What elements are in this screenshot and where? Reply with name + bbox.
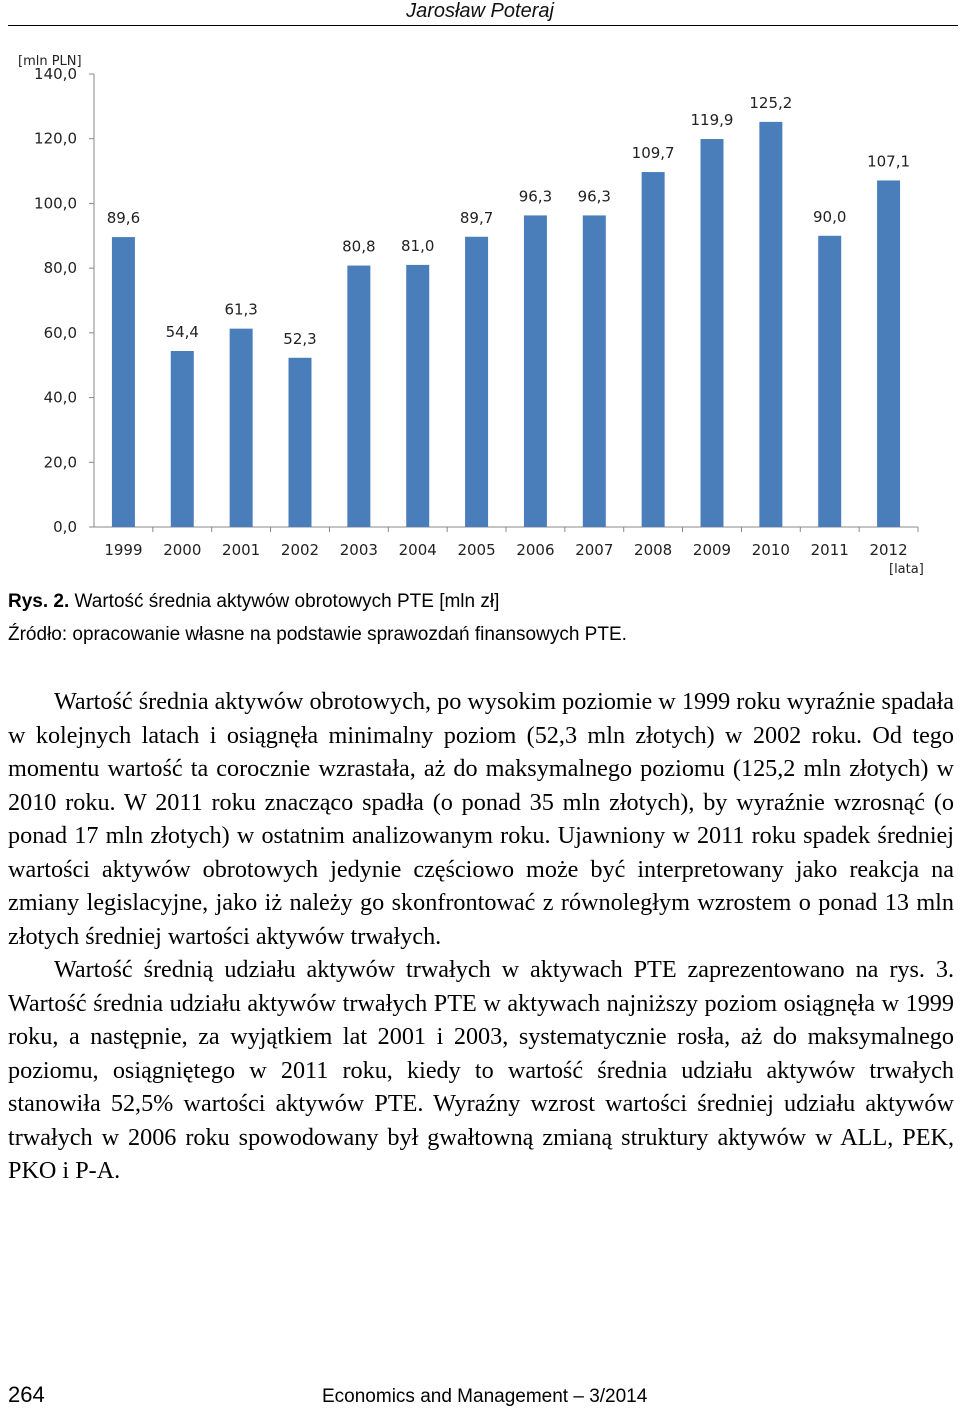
journal-footer: Economics and Management – 3/2014 bbox=[322, 1386, 648, 1407]
running-header: Jarosław Poteraj bbox=[406, 0, 554, 22]
bar-2007 bbox=[583, 215, 606, 527]
bar-2006 bbox=[524, 215, 547, 527]
body-text bbox=[8, 685, 954, 1188]
bar-2002 bbox=[289, 358, 312, 527]
header-rule bbox=[8, 25, 958, 26]
bar-value-label: 96,3 bbox=[577, 187, 611, 206]
figure-caption bbox=[8, 590, 958, 614]
page-number: 264 bbox=[8, 1382, 45, 1407]
y-axis-label: [mln PLN] bbox=[18, 54, 82, 69]
bar-value-label: 109,7 bbox=[631, 144, 675, 163]
bar-value-label: 96,3 bbox=[518, 187, 553, 206]
y-tick-label: 0,0 bbox=[53, 518, 77, 536]
bar-2012 bbox=[877, 180, 900, 527]
bar-2009 bbox=[701, 139, 724, 527]
bar-value-label: 107,1 bbox=[867, 152, 911, 171]
bar-2011 bbox=[818, 236, 841, 527]
figure-title: Wartość średnia aktywów obrotowych PTE [mln zł] bbox=[74, 591, 500, 612]
x-tick-label: 2005 bbox=[457, 541, 496, 559]
bar-value-label: 81,0 bbox=[401, 236, 435, 255]
bar-2000 bbox=[171, 351, 194, 527]
paragraph: Wartość średnią udziału aktywów trwałych w aktywach PTE zaprezentowano na rys. 3. Wartość średnia udziału aktywów trwałych PTE w aktywach najniższy poziom osiągnęła w 1999 roku, a następnie, za wyjątkiem lat 2001 i 2003, systematycznie rosła, aż do maksymalnego poziomu, osiągniętego w 2011 roku, kiedy to wartość średnia udziału aktywów trwałych stanowiła 52,5% wartości aktywów PTE. Wyraźny wzrost wartości średniej udziału aktywów trwałych w 2006 roku spowodowany był gwałtowną zmianą struktury aktywów w ALL, PEK, PKO i P-A. bbox=[8, 956, 954, 1184]
bar-value-label: 61,3 bbox=[224, 300, 258, 319]
x-tick-label: 2007 bbox=[575, 541, 614, 559]
x-axis-label: [lata] bbox=[889, 562, 924, 577]
x-tick-label: 2004 bbox=[398, 541, 437, 559]
bar-value-label: 54,4 bbox=[165, 322, 199, 341]
bar-2001 bbox=[230, 329, 253, 527]
bar-value-label: 89,6 bbox=[106, 209, 141, 228]
x-tick-label: 2009 bbox=[692, 541, 732, 559]
bar-value-label: 80,8 bbox=[342, 237, 376, 256]
bar-2003 bbox=[347, 266, 370, 527]
paragraph: Wartość średnia aktywów obrotowych, po wysokim poziomie w 1999 roku wyraźnie spadała w kolejnych latach i osiągnęła minimalny poziom (52,3 mln złotych) w 2002 roku. Od tego momentu wartość ta corocznie wzrastała, aż do maksymalnego poziomu (125,2 mln złotych) w 2010 roku. W 2011 roku znacząco spadła (o ponad 35 mln złotych), by wyraźnie wzrosnąć (o ponad 17 mln złotych) w ostatnim analizowanym roku. Ujawniony w 2011 roku spadek średniej wartości aktywów obrotowych jedynie częściowo może być interpretowany jako reakcja na zmiany legislacyjne, jako iż należy go skonfrontować z równoległym wzrostem o ponad 13 mln złotych średniej wartości aktywów trwałych. bbox=[8, 688, 954, 950]
y-tick-label: 120,0 bbox=[34, 129, 77, 148]
x-tick-label: 2000 bbox=[163, 541, 202, 559]
y-tick-label: 20,0 bbox=[43, 453, 77, 472]
bar-1999 bbox=[112, 237, 135, 527]
y-tick-label: 80,0 bbox=[43, 259, 77, 278]
x-tick-label: 2008 bbox=[634, 541, 673, 559]
x-tick-label: 2011 bbox=[810, 541, 849, 559]
bar-2008 bbox=[642, 172, 665, 527]
x-tick-label: 1999 bbox=[104, 541, 143, 559]
y-tick-label: 100,0 bbox=[34, 194, 77, 213]
figure-label: Rys. 2. bbox=[8, 591, 70, 612]
y-tick-label: 140,0 bbox=[34, 65, 77, 83]
x-tick-label: 2010 bbox=[751, 541, 790, 559]
figure-source: Źródło: opracowanie własne na podstawie sprawozdań finansowych PTE. bbox=[8, 624, 627, 645]
bar-value-label: 90,0 bbox=[813, 207, 847, 226]
x-tick-label: 2001 bbox=[222, 541, 261, 559]
bar-chart bbox=[0, 40, 960, 585]
bar-value-label: 89,7 bbox=[459, 208, 494, 227]
x-tick-label: 2002 bbox=[280, 541, 320, 559]
bar-value-label: 125,2 bbox=[749, 93, 793, 112]
bar-2004 bbox=[406, 265, 429, 527]
y-tick-label: 60,0 bbox=[43, 323, 77, 342]
x-tick-label: 2003 bbox=[339, 541, 378, 559]
y-tick-label: 40,0 bbox=[43, 388, 77, 407]
x-tick-label: 2006 bbox=[516, 541, 555, 559]
bars bbox=[104, 94, 910, 559]
bar-value-label: 119,9 bbox=[690, 111, 734, 130]
bar-2005 bbox=[465, 237, 488, 527]
bar-value-label: 52,3 bbox=[283, 329, 317, 348]
bar-2010 bbox=[759, 122, 782, 527]
x-tick-label: 2012 bbox=[869, 541, 908, 559]
